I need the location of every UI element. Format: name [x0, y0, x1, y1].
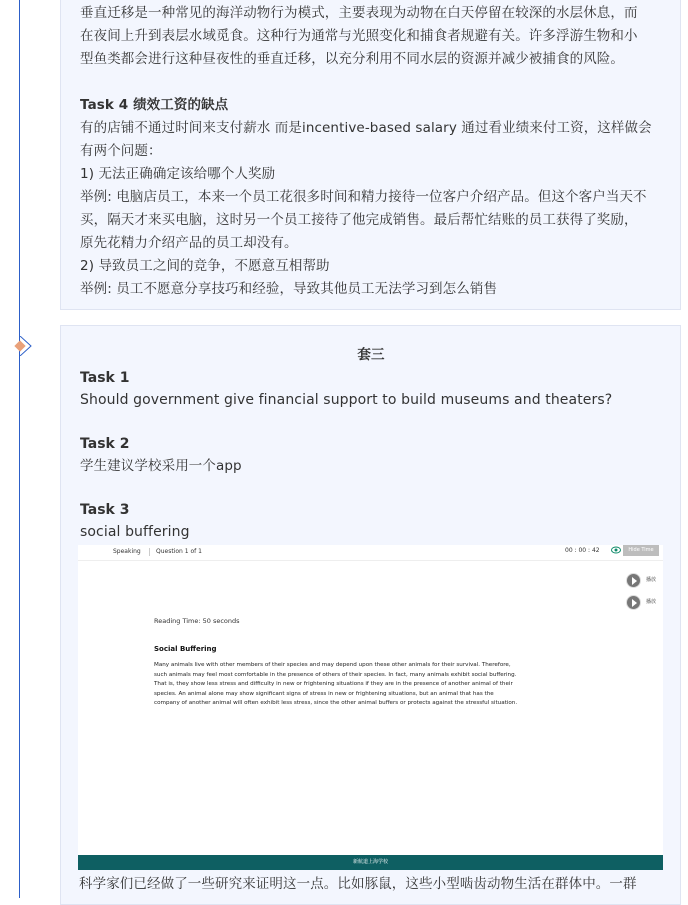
content-card-1 — [60, 0, 681, 310]
task4-line: 买，隔天才来买电脑，这时另一个员工接待了他完成销售。最后帮忙结账的员工获得了奖励， — [80, 212, 638, 228]
passage-line: That is, they show less stress and difficulty in new or frightening situations if they are in the presence of another animal of their — [154, 681, 513, 687]
task1-title: Task 1 — [80, 370, 130, 386]
intro-line: 在夜间上升到表层水域觅食。这种行为通常与光照变化和捕食者规避有关。许多浮游生物和小 — [80, 28, 638, 44]
audio-label: 播放 — [646, 577, 657, 583]
task4-line: 原先花精力介绍产品的员工却没有。 — [80, 235, 298, 251]
task4-line: 1) 无法正确确定该给哪个人奖励 — [80, 166, 276, 182]
audio-player-2[interactable] — [624, 593, 662, 613]
timeline-line — [19, 0, 20, 898]
eye-icon[interactable] — [611, 546, 621, 554]
timer: 00 : 00 : 42 — [565, 547, 600, 554]
task2-text: 学生建议学校采用一个app — [80, 458, 242, 474]
passage-title: Social Buffering — [154, 645, 217, 653]
passage-line: Many animals live with other members of their species and may depend upon these other animals for their survival. Therefore, — [154, 662, 511, 668]
task3-text: social buffering — [80, 524, 190, 540]
after-text: 科学家们已经做了一些研究来证明这一点。比如豚鼠，这些小型啮齿动物生活在群体中。一群 — [79, 876, 637, 892]
passage-line: company of another animal will often exhibit less stress, since the other animal buffers or protects against the stressful situation. — [154, 700, 518, 706]
reading-time: Reading Time: 50 seconds — [154, 617, 240, 625]
screenshot-footer: 新航道上海学校 — [78, 855, 663, 870]
task4-line: 有两个问题： — [80, 143, 162, 159]
passage-line: such animals may feel most comfortable in the presence of others of their species. In fact, many animals exhibit social buffering. — [154, 671, 517, 678]
screenshot-toolbar — [78, 545, 663, 561]
toolbar-divider — [149, 548, 150, 556]
task4-line: 举例: 员工不愿意分享技巧和经验，导致其他员工无法学习到怎么销售 — [80, 281, 498, 297]
task1-text: Should government give financial support to build museums and theaters? — [80, 392, 613, 408]
hide-time-button[interactable]: Hide Time — [623, 545, 659, 556]
task3-title: Task 3 — [80, 502, 130, 518]
task4-line: 有的店铺不通过时间来支付薪水 而是incentive-based salary 通过看业绩来付工资，这样做会 — [80, 120, 652, 136]
task2-title: Task 2 — [80, 436, 130, 452]
play-icon[interactable] — [626, 595, 641, 610]
play-icon[interactable] — [626, 573, 641, 588]
task4-line: 2) 导致员工之间的竞争，不愿意互相帮助 — [80, 258, 330, 274]
task4-line: 举例: 电脑店员工，本来一个员工花很多时间和精力接待一位客户介绍产品。但这个客户当天不 — [80, 189, 647, 205]
set-title: 套三 — [357, 347, 385, 363]
task4-title: Task 4 绩效工资的缺点 — [80, 97, 229, 113]
intro-line: 型鱼类都会进行这种昼夜性的垂直迁移，以充分利用不同水层的资源并减少被捕食的风险。 — [80, 51, 624, 67]
section-label: Speaking — [113, 548, 141, 555]
passage-line: species. An animal alone may show significant signs of stress in new or frightening situations, but an animal that has the — [154, 690, 494, 697]
intro-line: 垂直迁移是一种常见的海洋动物行为模式，主要表现为动物在白天停留在较深的水层休息，而 — [80, 5, 638, 21]
embedded-screenshot — [78, 545, 663, 870]
question-label: Question 1 of 1 — [156, 548, 202, 555]
passage-body — [154, 661, 594, 709]
audio-label: 播放 — [646, 599, 657, 605]
audio-player-1[interactable] — [624, 571, 662, 591]
